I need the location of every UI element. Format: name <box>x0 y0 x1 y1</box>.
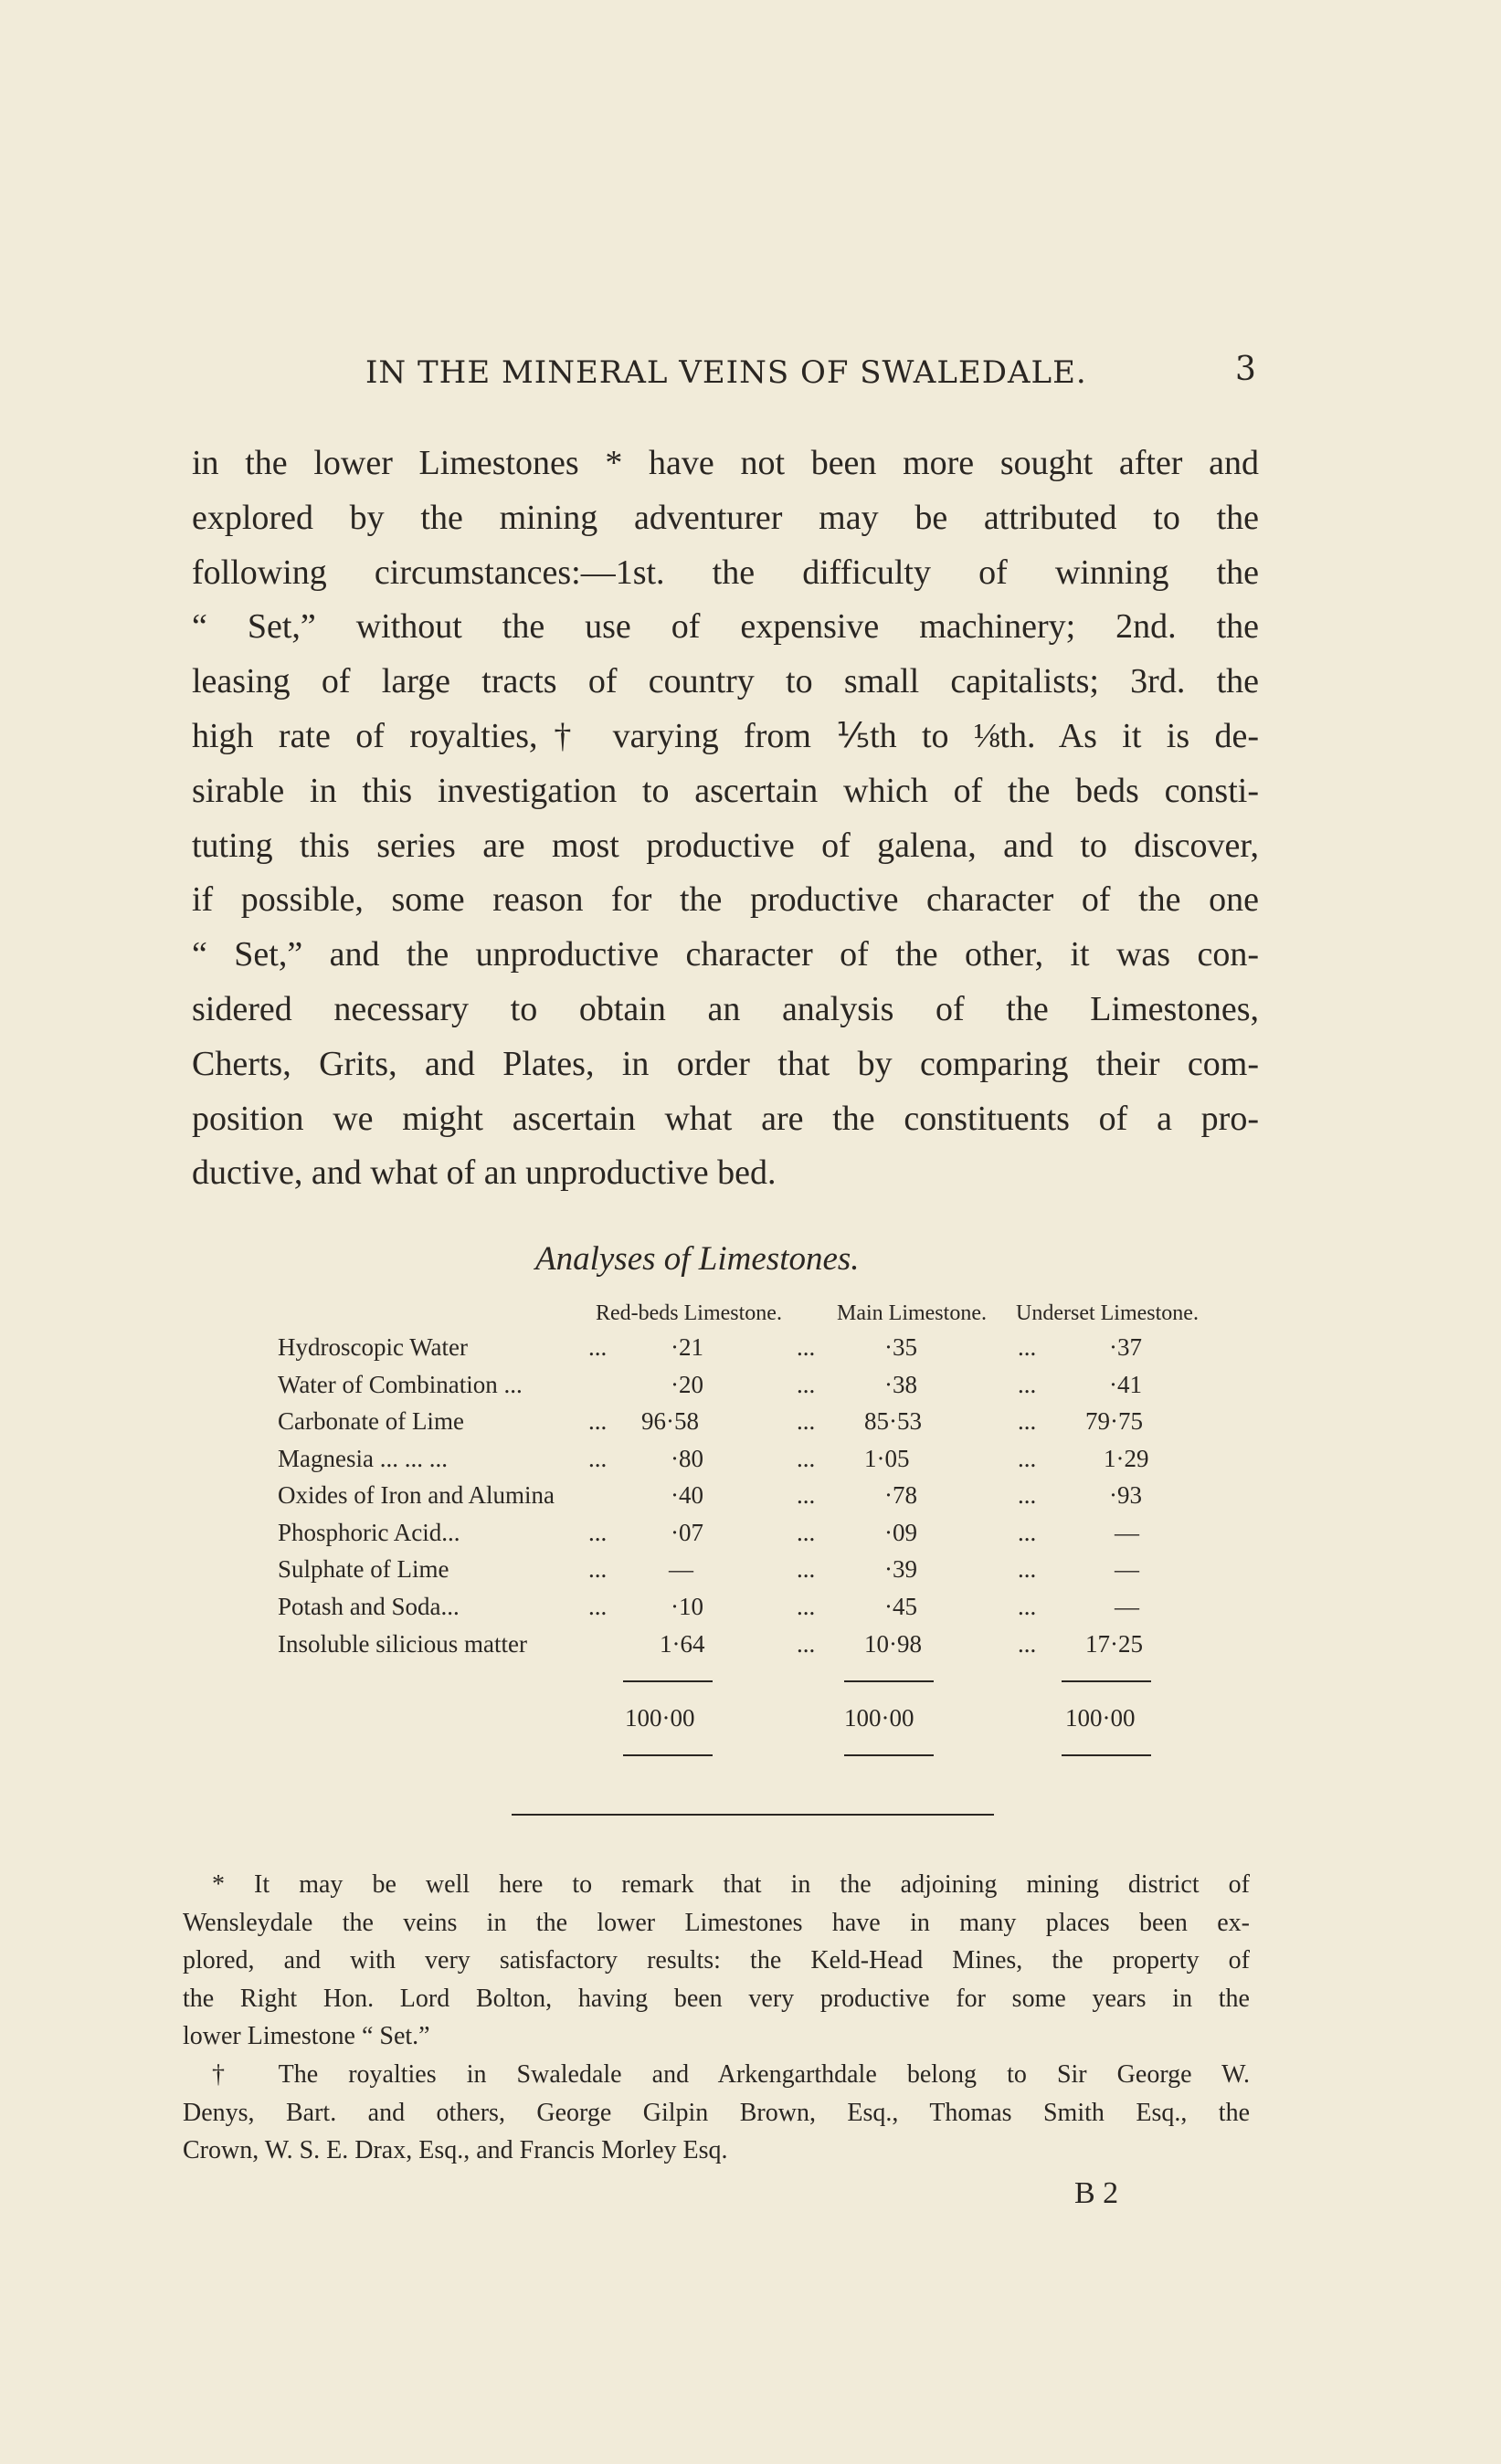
footnote-separator <box>512 1814 994 1816</box>
totals-row <box>278 1704 1264 1741</box>
row-label: Magnesia ... ... ... <box>278 1445 448 1472</box>
table-title: Analyses of Limestones. <box>535 1240 860 1278</box>
leader-dots: ... <box>1018 1555 1037 1583</box>
footnote-line: † The royalties in Swaledale and Arkengarthdale belong to Sir George W. <box>212 2060 1250 2089</box>
total-underset: 100·00 <box>1065 1704 1136 1732</box>
row-label: Sulphate of Lime <box>278 1555 449 1583</box>
row-label: Oxides of Iron and Alumina <box>278 1481 555 1509</box>
body-line: explored by the mining adventurer may be attributed to the <box>192 498 1259 537</box>
total-main: 100·00 <box>844 1704 914 1732</box>
table-row: Potash and Soda... ... ·10 ... ·45 ... — <box>278 1593 1139 1620</box>
column-header-main: Main Limestone. <box>837 1301 987 1325</box>
table-row: Sulphate of Lime ... — ... ·39 ... — <box>278 1555 1139 1583</box>
table-row: Carbonate of Lime ... 96·58 ... 85·53 ... 79·75 <box>278 1407 1143 1435</box>
footnote-star <box>183 1866 1250 2056</box>
body-line: position we might ascertain what are the constituents of a pro- <box>192 1099 1259 1138</box>
body-line: “ Set,” without the use of expensive machinery; 2nd. the <box>192 607 1259 647</box>
footnote-line: plored, and with very satisfactory results: the Keld-Head Mines, the property of <box>183 1946 1250 1974</box>
leader-dots: ... <box>797 1593 816 1620</box>
leader-dots: ... <box>588 1593 608 1620</box>
running-title: IN THE MINERAL VEINS OF SWALEDALE. <box>365 354 1087 391</box>
footnote-line: * It may be well here to remark that in the adjoining mining district of <box>212 1870 1250 1899</box>
total-rule <box>623 1754 713 1756</box>
sum-rule <box>623 1680 713 1682</box>
body-line: ductive, and what of an unproductive bed. <box>192 1153 777 1193</box>
body-line: sidered necessary to obtain an analysis of the Limestones, <box>192 989 1259 1028</box>
signature-mark: B 2 <box>1074 2176 1119 2210</box>
body-line: in the lower Limestones * have not been more sought after and <box>192 444 1259 482</box>
leader-dots: ... <box>1018 1371 1037 1398</box>
column-header-underset: Underset Limestone. <box>1016 1301 1199 1325</box>
row-label: Insoluble silicious matter <box>278 1630 527 1658</box>
table-row: Hydroscopic Water ... ·21 ... ·35 ... ·37 <box>278 1333 1142 1361</box>
leader-dots: ... <box>1018 1630 1037 1658</box>
leader-dots: ... <box>588 1519 608 1546</box>
row-label: Water of Combination ... <box>278 1371 523 1398</box>
row-label: Hydroscopic Water <box>278 1333 469 1361</box>
table-row: Oxides of Iron and Alumina ·40 ... ·78 ... ·93 <box>278 1481 1142 1509</box>
table-row: Water of Combination ... ·20 ... ·38 ... ·41 <box>278 1371 1142 1398</box>
body-line: if possible, some reason for the productive character of the one <box>192 880 1259 920</box>
leader-dots: ... <box>1018 1445 1037 1472</box>
column-header-red-beds: Red-beds Limestone. <box>596 1301 782 1325</box>
footnote-line: Denys, Bart. and others, George Gilpin Brown, Esq., Thomas Smith Esq., the <box>183 2098 1250 2127</box>
footnote-dagger <box>183 2056 1250 2170</box>
leader-dots: ... <box>797 1555 816 1583</box>
leader-dots: ... <box>797 1407 816 1435</box>
sum-rule <box>844 1680 934 1682</box>
table-row: Insoluble silicious matter 1·64 ... 10·98 ... 17·25 <box>278 1630 1143 1658</box>
body-line: sirable in this investigation to ascertain which of the beds consti- <box>192 771 1259 810</box>
leader-dots: ... <box>797 1630 816 1658</box>
leader-dots: ... <box>797 1371 816 1398</box>
table-row: Magnesia ... ... ... ... ·80 ... 1·05 ... 1·29 <box>278 1445 1149 1472</box>
page-number: 3 <box>1235 351 1256 388</box>
leader-dots: ... <box>1018 1593 1037 1620</box>
total-red-beds: 100·00 <box>625 1704 695 1732</box>
leader-dots: ... <box>1018 1407 1037 1435</box>
leader-dots: ... <box>797 1519 816 1546</box>
footnote-line: Wensleydale the veins in the lower Limestones have in many places been ex- <box>183 1908 1250 1937</box>
row-label: Potash and Soda... <box>278 1593 460 1620</box>
leader-dots: ... <box>797 1445 816 1472</box>
body-paragraph <box>192 437 1259 1201</box>
total-rule <box>844 1754 934 1756</box>
body-line: leasing of large tracts of country to small capitalists; 3rd. the <box>192 662 1259 701</box>
footnote-line: lower Limestone “ Set.” <box>183 2022 430 2050</box>
body-line: tuting this series are most productive of galena, and to discover, <box>192 826 1259 865</box>
leader-dots: ... <box>1018 1519 1037 1546</box>
total-rule <box>1062 1754 1151 1756</box>
leader-dots: ... <box>1018 1481 1037 1509</box>
footnote-line: Crown, W. S. E. Drax, Esq., and Francis Morley Esq. <box>183 2136 728 2164</box>
leader-dots: ... <box>797 1333 816 1361</box>
body-line: high rate of royalties,† varying from ⅕th to ⅛th. As it is de- <box>192 716 1259 755</box>
leader-dots: ... <box>588 1555 608 1583</box>
row-label: Phosphoric Acid... <box>278 1519 460 1546</box>
leader-dots: ... <box>588 1445 608 1472</box>
body-line: “ Set,” and the unproductive character of the other, it was con- <box>192 935 1259 974</box>
leader-dots: ... <box>588 1333 608 1361</box>
row-label: Carbonate of Lime <box>278 1407 464 1435</box>
leader-dots: ... <box>1018 1333 1037 1361</box>
leader-dots: ... <box>797 1481 816 1509</box>
leader-dots: ... <box>588 1407 608 1435</box>
body-line: Cherts, Grits, and Plates, in order that by comparing their com- <box>192 1044 1259 1083</box>
table-row: Phosphoric Acid... ... ·07 ... ·09 ... — <box>278 1519 1139 1546</box>
footnote-line: the Right Hon. Lord Bolton, having been very productive for some years in the <box>183 1984 1250 2013</box>
body-line: following circumstances:—1st. the difficulty of winning the <box>192 553 1259 592</box>
sum-rule <box>1062 1680 1151 1682</box>
